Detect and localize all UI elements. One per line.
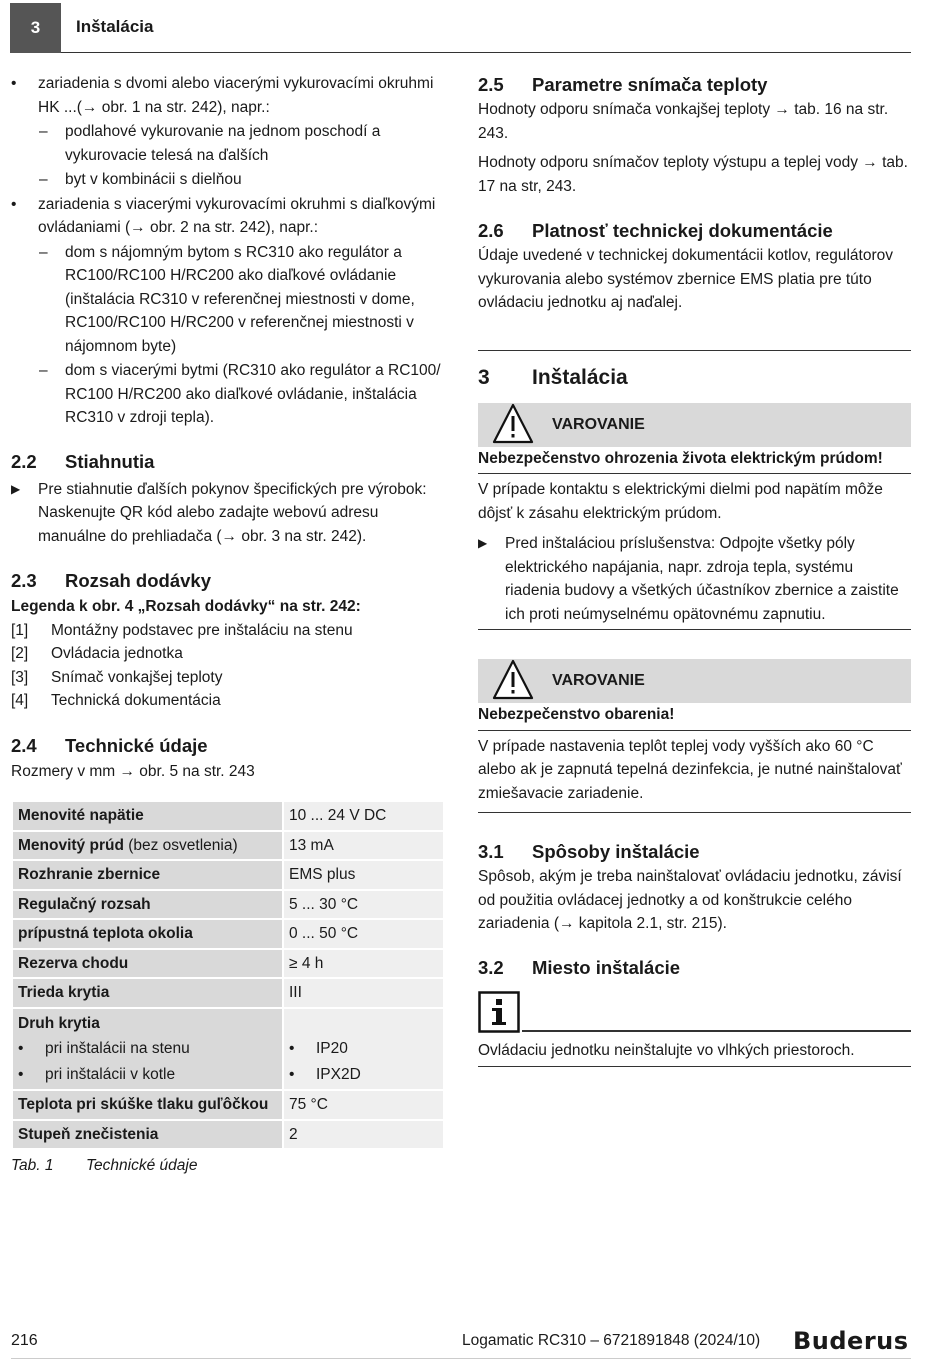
- paragraph: Hodnoty odporu snímačov teploty výstupu a teplej vody → tab. 17 na str, 243.: [478, 154, 908, 195]
- list-item: • IP20: [289, 1040, 348, 1057]
- section-heading-3-2: 3.2 Miesto inštalácie: [478, 956, 681, 978]
- list-item: • zariadenia s dvomi alebo viacerými vykurovacími okruhmi HK ...(→ obr. 1 na str. 242), napr.:: [11, 75, 434, 116]
- list-item: – dom s nájomným bytom s RC310 ako regulátor a RC100/RC100 H/RC200 ako diaľkové ovládanie (inštalácia RC310 v referenčnej miestnosti v dome, RC100/RC100 H/RC200 v referenčnej miestnosti v nájomnom byte): [39, 243, 415, 355]
- list-item: • zariadenia s viacerými vykurovacími okruhmi s diaľkovými ovládaniami (→ obr. 2 na str. 242), napr.:: [11, 195, 436, 236]
- table-row: Menovitý prúd (bez osvetlenia) 13 mA: [12, 831, 444, 861]
- paragraph: Spôsob, akým je treba nainštalovať ovládaciu jednotku, závisí od použitia ovládacej jednotky a od konštrukcie celého zariadenia (→ kapitola 2.1, str. 215).: [478, 868, 902, 932]
- header-rule: [61, 52, 911, 53]
- info-icon: [478, 991, 520, 1033]
- section-heading-2-5: 2.5 Parametre snímača teploty: [478, 74, 768, 95]
- table-row: prípustná teplota okolia 0 ... 50 °C: [12, 919, 444, 949]
- left-column: [11, 72, 445, 1178]
- page-number: 216: [11, 1332, 38, 1349]
- instruction-step: ▶ Pred inštaláciou príslušenstva: Odpojte všetky póly elektrického napájania, napr. zdroja tepla, systému riadenia budovy a všetkých účastníkov zbernice a zaistite ich proti neúmyselnému opätovnému zapnutiu.: [478, 535, 899, 623]
- table-row: Trieda krytia III: [12, 978, 444, 1008]
- legend-item: [1] Montážny podstavec pre inštaláciu na stenu: [11, 621, 353, 639]
- list-item: – byt v kombinácii s dielňou: [39, 171, 242, 188]
- divider: [478, 730, 911, 731]
- section-heading-2-3: 2.3 Rozsah dodávky: [11, 570, 211, 591]
- table-caption: Tab. 1 Technické údaje: [11, 1157, 198, 1174]
- table-row: Rozhranie zbernice EMS plus: [12, 860, 444, 890]
- warning-title: Nebezpečenstvo obarenia!: [478, 706, 675, 723]
- table-row: Regulačný rozsah 5 ... 30 °C: [12, 890, 444, 920]
- divider: [478, 812, 911, 813]
- paragraph: V prípade nastavenia teplôt teplej vody vyšších ako 60 °C alebo ak je zapnutá tepelná dezinfekcia, je nutné nainštalovať zmiešavacie zariadenie.: [478, 737, 902, 802]
- table-row: Teplota pri skúške tlaku guľôčkou 75 °C: [12, 1090, 444, 1120]
- list-item: – podlahové vykurovanie na jednom poschodí a vykurovacie telesá na ďalších: [39, 123, 381, 164]
- right-column: [478, 72, 911, 1067]
- paragraph: V prípade kontaktu s elektrickými dielmi pod napätím môže dôjsť k zásahu elektrickým prúdom.: [478, 481, 883, 522]
- divider: [478, 473, 911, 474]
- divider: [478, 1066, 911, 1067]
- warning-banner: [478, 403, 911, 447]
- legend-item: [2] Ovládacia jednotka: [11, 645, 183, 662]
- warning-triangle-icon: [492, 403, 534, 445]
- section-heading-2-4: 2.4 Technické údaje: [11, 734, 208, 756]
- document-reference: Logamatic RC310 – 6721891848 (2024/10): [462, 1332, 761, 1349]
- dimensions-note: Rozmery v mm → obr. 5 na str. 243: [11, 762, 255, 780]
- warning-title: Nebezpečenstvo ohrozenia života elektrickým prúdom!: [478, 449, 883, 467]
- paragraph: Údaje uvedené v technickej dokumentácii kotlov, regulátorov vykurovania alebo systémov zbernice EMS platia pre túto ovládaciu jednotku aj naďalej.: [478, 247, 894, 311]
- legend-item: [4] Technická dokumentácia: [11, 692, 221, 709]
- info-rule: [522, 1030, 911, 1032]
- list-item: • IPX2D: [289, 1065, 361, 1083]
- list-item: • pri inštalácii v kotle: [18, 1065, 176, 1083]
- section-heading-2-2: 2.2 Stiahnutia: [11, 450, 155, 472]
- table-row: Druh krytia • pri inštalácii na stenu • pri inštalácii v kotle • IP20 • IPX2D: [12, 1008, 444, 1091]
- section-heading-3-1: 3.1 Spôsoby inštalácie: [478, 841, 700, 862]
- table-row: Stupeň znečistenia 2: [12, 1120, 444, 1150]
- footer-rule: [11, 1358, 911, 1359]
- section-heading-2-6: 2.6 Platnosť technickej dokumentácie: [478, 220, 833, 241]
- chapter-heading-3: 3 Inštalácia: [478, 365, 628, 389]
- brand-logo: Buderus: [793, 1327, 909, 1355]
- warning-label: VAROVANIE: [552, 415, 645, 433]
- chapter-number-box: 3: [10, 3, 61, 53]
- chapter-title: Inštalácia: [76, 17, 154, 36]
- warning-label: VAROVANIE: [552, 672, 645, 690]
- divider: [478, 629, 911, 630]
- table-row: Menovité napätie 10 ... 24 V DC: [12, 801, 444, 831]
- info-notice-header: [478, 991, 911, 1039]
- warning-banner: [478, 659, 911, 703]
- technical-data-table: [11, 800, 445, 1150]
- paragraph: Hodnoty odporu snímača vonkajšej teploty → tab. 16 na str. 243.: [478, 101, 889, 142]
- legend-heading: Legenda k obr. 4 „Rozsah dodávky“ na str. 242:: [11, 598, 361, 615]
- info-text: Ovládaciu jednotku neinštalujte vo vlhkých priestoroch.: [478, 1041, 855, 1059]
- list-item: – dom s viacerými bytmi (RC310 ako regulátor a RC100/ RC100 H/RC200 ako diaľkové ovládanie, inštalácia RC310 v zdroji tepla).: [39, 362, 441, 426]
- legend-item: [3] Snímač vonkajšej teploty: [11, 668, 223, 686]
- warning-triangle-icon: [492, 659, 534, 701]
- section-rule: [478, 350, 911, 351]
- list-item: • pri inštalácii na stenu: [18, 1040, 190, 1057]
- instruction-step: ▶ Pre stiahnutie ďalších pokynov špecifických pre výrobok: Naskenujte QR kód alebo zadajte webovú adresu manuálne do prehliadača (→ obr. 3 na str. 242).: [11, 480, 427, 545]
- table-row: Rezerva chodu ≥ 4 h: [12, 949, 444, 979]
